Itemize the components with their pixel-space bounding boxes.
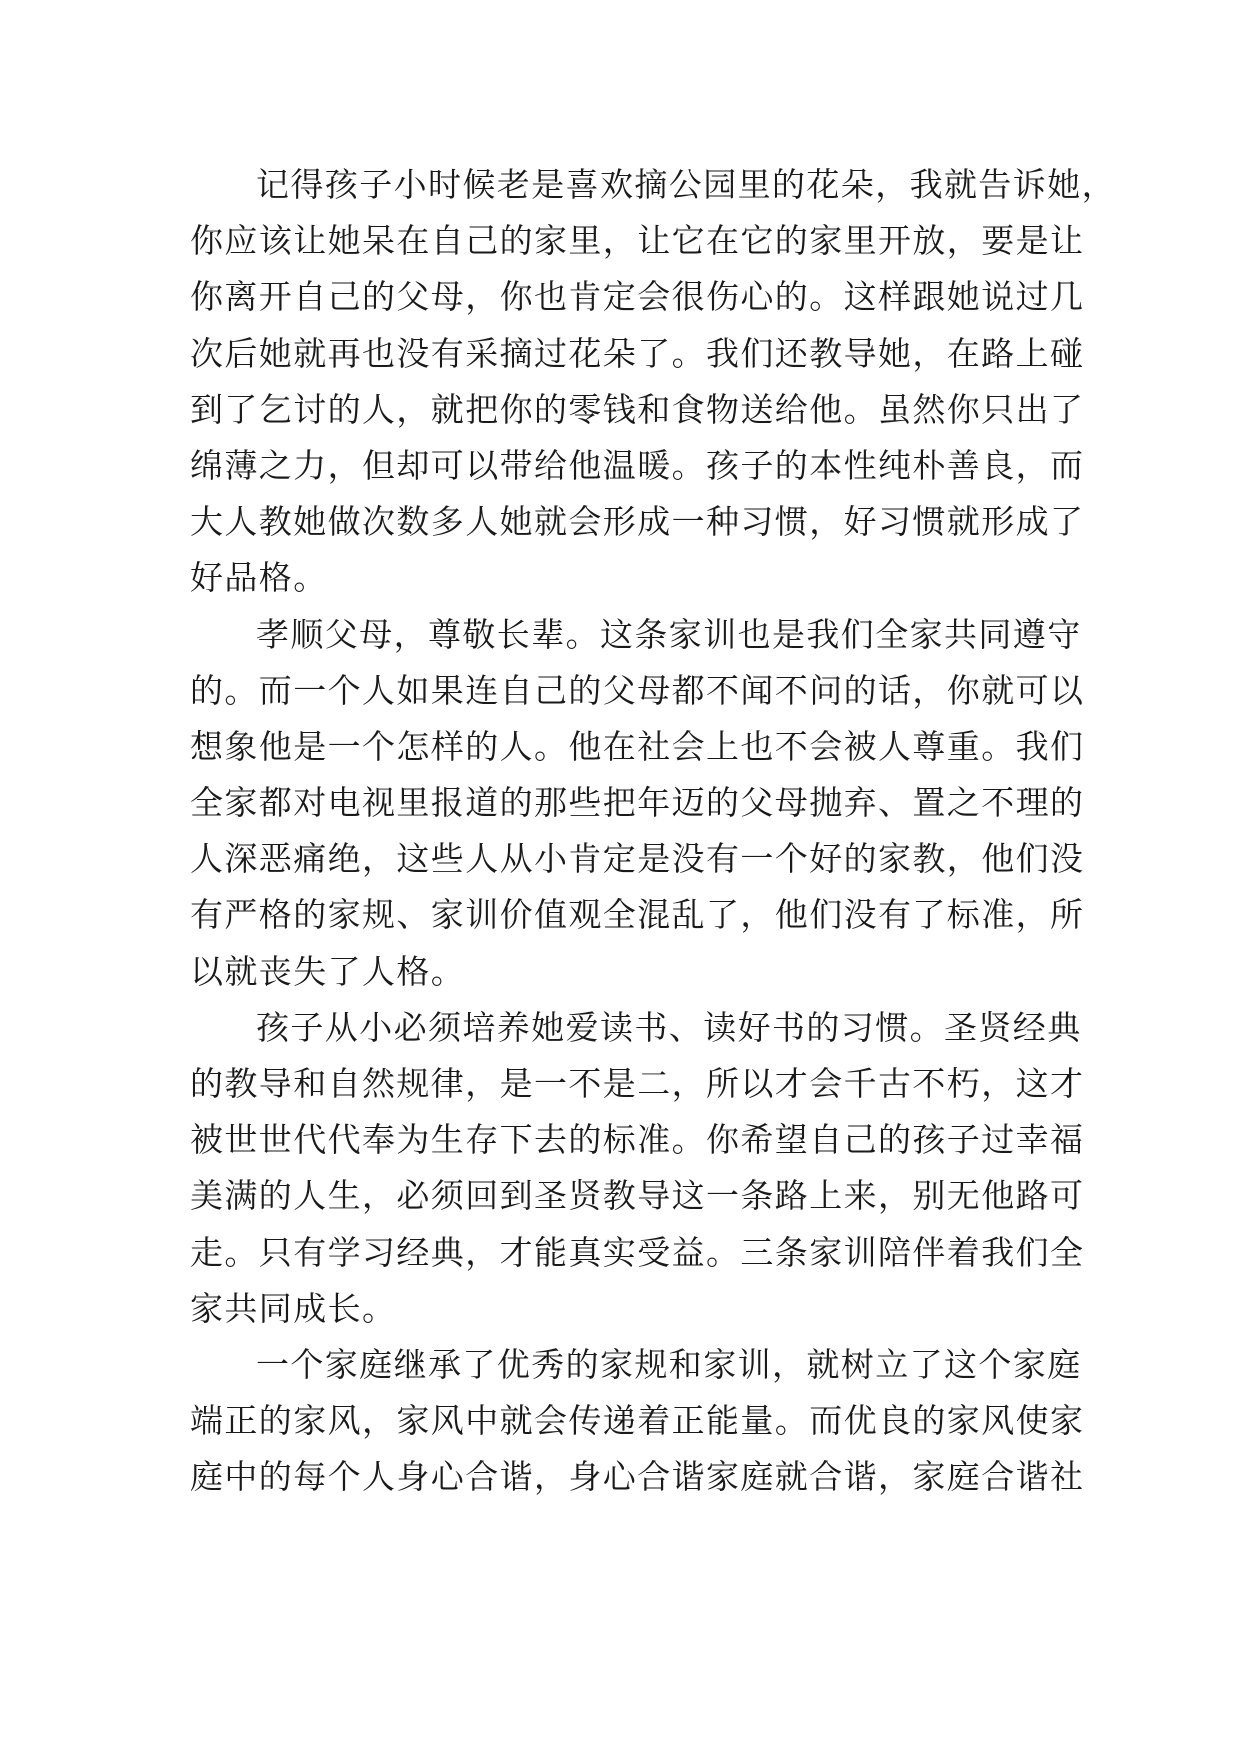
text-line: 全家都对电视里报道的那些把年迈的父母抛弃、置之不理的 bbox=[190, 783, 1085, 823]
text-line: 到了乞讨的人，就把你的零钱和食物送给他。虽然你只出了 bbox=[190, 389, 1085, 429]
text-line: 孩子从小必须培养她爱读书、读好书的习惯。圣贤经典 bbox=[256, 1007, 1082, 1047]
text-line: 人深恶痛绝，这些人从小肯定是没有一个好的家教，他们没 bbox=[190, 839, 1085, 879]
text-line: 走。只有学习经典，才能真实受益。三条家训陪伴着我们全 bbox=[190, 1232, 1085, 1272]
text-line: 记得孩子小时候老是喜欢摘公园里的花朵，我就告诉她， bbox=[256, 165, 1116, 204]
text-line: 好品格。 bbox=[190, 558, 328, 598]
text-line: 想象他是一个怎样的人。他在社会上也不会被人尊重。我们 bbox=[190, 726, 1085, 766]
text-line: 端正的家风，家风中就会传递着正能量。而优良的家风使家 bbox=[190, 1401, 1085, 1441]
text-line: 一个家庭继承了优秀的家规和家训，就树立了这个家庭 bbox=[256, 1344, 1082, 1384]
text-line: 绵薄之力，但却可以带给他温暖。孩子的本性纯朴善良，而 bbox=[190, 445, 1085, 485]
text-line: 家共同成长。 bbox=[190, 1288, 397, 1328]
text-line: 次后她就再也没有采摘过花朵了。我们还教导她，在路上碰 bbox=[190, 333, 1085, 373]
text-line: 有严格的家规、家训价值观全混乱了，他们没有了标准，所 bbox=[190, 895, 1085, 935]
text-line: 你应该让她呆在自己的家里，让它在它的家里开放，要是让 bbox=[190, 221, 1085, 261]
body-text bbox=[190, 157, 1116, 1506]
text-line: 庭中的每个人身心合谐，身心合谐家庭就合谐，家庭合谐社 bbox=[190, 1457, 1085, 1497]
text-line: 被世世代代奉为生存下去的标准。你希望自己的孩子过幸福 bbox=[190, 1120, 1085, 1160]
text-line: 孝顺父母，尊敬长辈。这条家训也是我们全家共同遵守 bbox=[256, 614, 1082, 654]
text-line: 美满的人生，必须回到圣贤教导这一条路上来，别无他路可 bbox=[190, 1176, 1085, 1216]
text-line: 你离开自己的父母，你也肯定会很伤心的。这样跟她说过几 bbox=[190, 277, 1085, 317]
text-line: 大人教她做次数多人她就会形成一种习惯，好习惯就形成了 bbox=[190, 502, 1085, 542]
text-line: 的。而一个人如果连自己的父母都不闻不问的话，你就可以 bbox=[190, 670, 1085, 710]
text-line: 以就丧失了人格。 bbox=[190, 951, 466, 991]
text-line: 的教导和自然规律，是一不是二，所以才会千古不朽，这才 bbox=[190, 1064, 1085, 1103]
